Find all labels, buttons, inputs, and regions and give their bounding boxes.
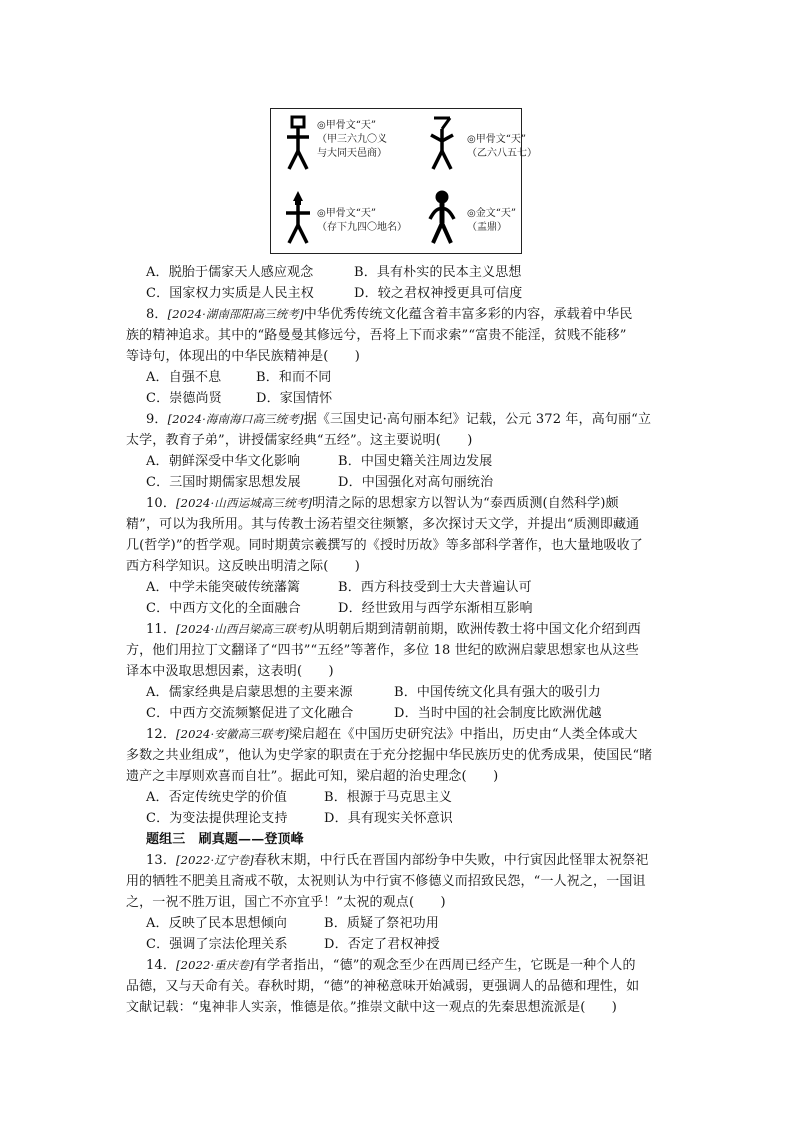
- option-b[interactable]: B．质疑了祭祀功用: [324, 916, 439, 931]
- q13-stem: [126, 850, 686, 871]
- question-number: 10．: [146, 496, 176, 511]
- option-b[interactable]: B．具有朴实的民本主义思想: [354, 265, 522, 280]
- question-source: [2024·海南海口高三统考]: [167, 412, 304, 426]
- q7-options-row-2: [126, 283, 686, 304]
- option-b[interactable]: B．中国史籍关注周边发展: [338, 454, 493, 469]
- question-text: 文献记载：“鬼神非人实亲，惟德是依。”推崇文献中这一观点的先秦思想流派是( ): [126, 1000, 617, 1015]
- question-text: 品德，又与天命有关。春秋时期，“德”的神秘意味开始减弱，更强调人的品德和理性，如: [126, 979, 640, 994]
- q8-stem: [126, 304, 686, 325]
- option-a[interactable]: A．朝鲜深受中华文化影响: [146, 454, 301, 469]
- option-a[interactable]: A．反映了民本思想倾向: [146, 916, 288, 931]
- question-text: 多数之共业组成”，他认为史学家的职责在于充分挖掘中华民族历史的优秀成果，使国民“睹: [126, 748, 653, 763]
- q8-options-row-2: [126, 388, 686, 409]
- option-d[interactable]: D．否定了君权神授: [324, 937, 440, 952]
- option-b[interactable]: B．中国传统文化具有强大的吸引力: [394, 685, 601, 700]
- q12-options-row-1: [126, 787, 686, 808]
- option-a[interactable]: A．中学未能突破传统藩篱: [146, 580, 301, 595]
- question-number: 8．: [146, 307, 168, 322]
- q14-stem: [126, 955, 686, 976]
- option-c[interactable]: C．三国时期儒家思想发展: [146, 475, 301, 490]
- q7-options-row-1: [126, 262, 686, 283]
- figure-caption-2: [467, 133, 537, 161]
- q13-options-row-1: [126, 913, 686, 934]
- option-a[interactable]: A．儒家经典是启蒙思想的主要来源: [146, 685, 353, 700]
- question-number: 11．: [146, 622, 176, 637]
- question-text: 等诗句，体现出的中华民族精神是( ): [126, 349, 360, 364]
- caption-line: （乙六八五七）: [467, 148, 537, 159]
- q11-options-row-2: [126, 703, 686, 724]
- question-text: 族的精神追求。其中的“路曼曼其修远兮，吾将上下而求索”“富贵不能淫，贫贱不能移”: [126, 328, 627, 343]
- question-text: 从明朝后期到清朝前期，欧洲传教士将中国文化介绍到西: [312, 622, 641, 637]
- question-text: 明清之际的思想家方以智认为“泰西质测(自然科学)颇: [312, 496, 619, 511]
- question-text: 中华优秀传统文化蕴含着丰富多彩的内容，承载着中华民: [303, 307, 633, 322]
- question-text: 太学，教育子弟”，讲授儒家经典“五经”。这主要说明( ): [126, 433, 473, 448]
- question-text: 之，一祝不胜万诅，国亡不亦宜乎！”太祝的观点( ): [126, 895, 446, 910]
- question-text: 几(哲学)”的哲学观。同时期黄宗羲撰写的《授时历故》等多部科学著作，也大量地吸收了: [126, 538, 643, 553]
- question-text: 用的牺牲不肥美且斋戒不敬，太祝则认为中行寅不修德义而招致民怨，“一人祝之，一国诅: [126, 874, 646, 889]
- q11-options-row-1: [126, 682, 686, 703]
- question-text: 遗产之丰厚则欢喜而自壮”。据此可知，梁启超的治史理念( ): [126, 769, 499, 784]
- option-d[interactable]: D．家国情怀: [256, 391, 333, 406]
- option-c[interactable]: C．国家权力实质是人民主权: [146, 286, 314, 301]
- question-source: [2024·湖南邵阳高三统考]: [167, 307, 304, 321]
- q12-stem: [126, 724, 686, 745]
- q9-stem: [126, 409, 686, 430]
- oracle-bone-figure: [270, 108, 537, 254]
- q10-stem: [126, 493, 686, 514]
- figure-caption-4: [467, 207, 516, 235]
- option-d[interactable]: D．中国强化对高句丽统治: [338, 475, 494, 490]
- caption-line: 与大同天邑商）: [317, 148, 387, 159]
- q10-options-row-2: [126, 598, 686, 619]
- option-d[interactable]: D．较之君权神授更具可信度: [354, 286, 523, 301]
- question-text: 有学者指出，“德”的观念至少在西周已经产生，它既是一种个人的: [253, 958, 636, 973]
- option-d[interactable]: D．经世致用与西学东渐相互影响: [338, 601, 533, 616]
- q9-options-row-1: [126, 451, 686, 472]
- option-a[interactable]: A．自强不息: [146, 370, 222, 385]
- bronze-glyph-tian-icon: [427, 189, 457, 245]
- q13-options-row-2: [126, 934, 686, 955]
- caption-title: ◎甲骨文“天”: [317, 120, 376, 131]
- oracle-glyph-tian-1-icon: [283, 115, 313, 171]
- question-text: 译本中汲取思想因素，这表明( ): [126, 664, 334, 679]
- option-d[interactable]: D．当时中国的社会制度比欧洲优越: [394, 706, 602, 721]
- caption-line: （盂鼎）: [467, 222, 507, 233]
- question-source: [2024·山西运城高三统考]: [176, 496, 313, 510]
- caption-line: （存下九四〇地名）: [317, 222, 407, 233]
- option-b[interactable]: B．根源于马克思主义: [324, 790, 453, 805]
- question-source: [2024·安徽高三联考]: [176, 727, 289, 741]
- caption-line: （甲三六九〇义: [317, 134, 387, 145]
- question-text: 西方科学知识。这反映出明清之际( ): [126, 559, 360, 574]
- question-number: 12．: [146, 727, 176, 742]
- figure-caption-1: [317, 119, 387, 161]
- caption-title: ◎金文“天”: [467, 208, 516, 219]
- oracle-glyph-tian-2-icon: [427, 115, 457, 171]
- question-text: 春秋末期，中行氏在晋国内部纷争中失败，中行寅因此怪罪太祝祭祀: [253, 853, 649, 868]
- q11-stem: [126, 619, 686, 640]
- question-number: 9．: [146, 412, 168, 427]
- question-source: [2024·山西吕梁高三联考]: [176, 622, 313, 636]
- option-c[interactable]: C．崇德尚贤: [146, 391, 222, 406]
- q8-options-row-1: [126, 367, 686, 388]
- question-text: 精”，可以为我所用。其与传教士汤若望交往频繁，多次探讨天文学，并提出“质测即藏通: [126, 517, 640, 532]
- question-number: 14．: [146, 958, 176, 973]
- question-text: 梁启超在《中国历史研究法》中指出，历史由“人类全体或大: [288, 727, 638, 742]
- figure-caption-3: [317, 207, 407, 235]
- question-number: 13．: [146, 853, 176, 868]
- question-list: [126, 262, 686, 1018]
- oracle-glyph-tian-3-icon: [283, 189, 313, 245]
- option-b[interactable]: B．西方科技受到士大夫普遍认可: [338, 580, 532, 595]
- question-text: 据《三国史记·高句丽本纪》记载，公元 372 年，高句丽“立: [303, 412, 652, 427]
- q10-options-row-1: [126, 577, 686, 598]
- option-c[interactable]: C．为变法提供理论支持: [146, 811, 288, 826]
- option-a[interactable]: A．否定传统史学的价值: [146, 790, 288, 805]
- option-b[interactable]: B．和而不同: [256, 370, 332, 385]
- question-source: [2022·重庆卷]: [176, 958, 254, 972]
- section-heading: 题组三 刷真题——登顶峰: [146, 832, 304, 847]
- option-d[interactable]: D．具有现实关怀意识: [324, 811, 453, 826]
- question-text: 方，他们用拉丁文翻译了“四书”“五经”等著作，多位 18 世纪的欧洲启蒙思想家也从这些: [126, 643, 639, 658]
- option-a[interactable]: A．脱胎于儒家天人感应观念: [146, 265, 314, 280]
- q12-options-row-2: [126, 808, 686, 829]
- option-c[interactable]: C．中西方文化的全面融合: [146, 601, 301, 616]
- question-source: [2022·辽宁卷]: [176, 853, 254, 867]
- q9-options-row-2: [126, 472, 686, 493]
- option-c[interactable]: C．中西方交流频繁促进了文化融合: [146, 706, 354, 721]
- caption-title: ◎甲骨文“天”: [317, 208, 376, 219]
- option-c[interactable]: C．强调了宗法伦理关系: [146, 937, 288, 952]
- caption-title: ◎甲骨文“天”: [467, 134, 526, 145]
